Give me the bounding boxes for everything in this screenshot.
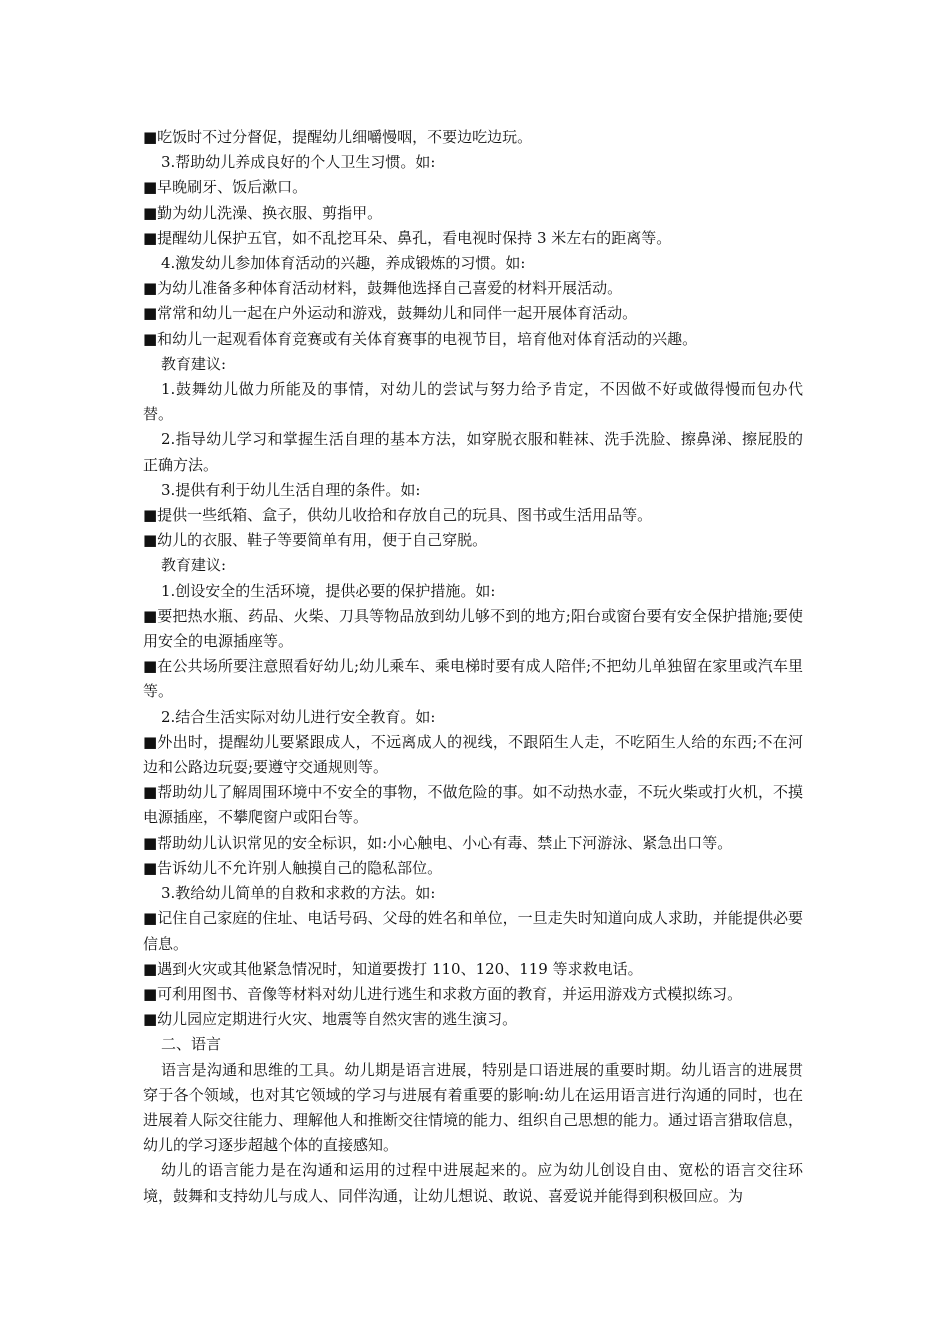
paragraph: 2.结合生活实际对幼儿进行安全教育。如: — [161, 707, 436, 726]
paragraph: ■在公共场所要注意照看好幼儿;幼儿乘车、乘电梯时要有成人陪伴;不把幼儿单独留在家里或汽车里等。 — [143, 657, 803, 701]
paragraph: 4.激发幼儿参加体育活动的兴趣，养成锻炼的习惯。如: — [161, 254, 526, 273]
paragraph: ■帮助幼儿了解周围环境中不安全的事物，不做危险的事。如不动热水壶，不玩火柴或打火机，不摸电源插座，不攀爬窗户或阳台等。 — [143, 783, 803, 827]
paragraph: ■提醒幼儿保护五官，如不乱挖耳朵、鼻孔，看电视时保持 3 米左右的距离等。 — [143, 228, 672, 247]
document-page — [143, 125, 803, 1209]
paragraph: ■幼儿的衣服、鞋子等要简单有用，便于自己穿脱。 — [143, 531, 488, 550]
paragraph: ■早晚刷牙、饭后漱口。 — [143, 178, 308, 197]
paragraph: 幼儿的语言能力是在沟通和运用的过程中进展起来的。应为幼儿创设自由、宽松的语言交往环境，鼓舞和支持幼儿与成人、同伴沟通，让幼儿想说、敢说、喜爱说并能得到积极回应。为 — [143, 1161, 803, 1205]
paragraph: 2.指导幼儿学习和掌握生活自理的基本方法，如穿脱衣服和鞋袜、洗手洗脸、擦鼻涕、擦屁股的正确方法。 — [143, 430, 803, 474]
paragraph: ■勤为幼儿洗澡、换衣服、剪指甲。 — [143, 203, 383, 222]
paragraph: 教育建议: — [161, 354, 227, 373]
paragraph: ■提供一些纸箱、盒子，供幼儿收拾和存放自己的玩具、图书或生活用品等。 — [143, 506, 653, 525]
paragraph: 二、语言 — [161, 1035, 222, 1054]
paragraph: 3.提供有利于幼儿生活自理的条件。如: — [161, 480, 421, 499]
paragraph: 1.创设安全的生活环境，提供必要的保护措施。如: — [161, 581, 496, 600]
paragraph: ■为幼儿准备多种体育活动材料，鼓舞他选择自己喜爱的材料开展活动。 — [143, 279, 623, 298]
paragraph: 语言是沟通和思维的工具。幼儿期是语言进展，特别是口语进展的重要时期。幼儿语言的进展贯穿于各个领域，也对其它领域的学习与进展有着重要的影响:幼儿在运用语言进行沟通的同时，也在进展着人际交往能力、理解他人和推断交往情境的能力、组织自己思想的能力。通过语言猎取信息，幼儿的学习逐步超越个体的直接感知。 — [143, 1060, 804, 1155]
paragraph: ■要把热水瓶、药品、火柴、刀具等物品放到幼儿够不到的地方;阳台或窗台要有安全保护措施;要使用安全的电源插座等。 — [143, 606, 803, 651]
paragraph: ■和幼儿一起观看体育竞赛或有关体育赛事的电视节目，培育他对体育活动的兴趣。 — [143, 329, 698, 348]
paragraph: ■吃饭时不过分督促，提醒幼儿细嚼慢咽，不要边吃边玩。 — [143, 128, 533, 146]
paragraph: ■告诉幼儿不允许别人触摸自己的隐私部位。 — [143, 858, 443, 877]
paragraph: ■帮助幼儿认识常见的安全标识，如:小心触电、小心有毒、禁止下河游泳、紧急出口等。 — [143, 833, 733, 852]
paragraph: 教育建议: — [161, 556, 227, 575]
paragraph: ■可利用图书、音像等材料对幼儿进行逃生和求救方面的教育，并运用游戏方式模拟练习。 — [143, 984, 743, 1003]
paragraph: ■遇到火灾或其他紧急情况时，知道要拨打 110、120、119 等求救电话。 — [143, 959, 643, 978]
paragraph: ■外出时，提醒幼儿要紧跟成人，不远离成人的视线，不跟陌生人走，不吃陌生人给的东西;不在河边和公路边玩耍;要遵守交通规则等。 — [143, 732, 803, 777]
paragraph: ■记住自己家庭的住址、电话号码、父母的姓名和单位，一旦走失时知道向成人求助，并能提供必要信息。 — [143, 909, 803, 953]
paragraph: 3.帮助幼儿养成良好的个人卫生习惯。如: — [161, 153, 436, 172]
paragraph: ■幼儿园应定期进行火灾、地震等自然灾害的逃生演习。 — [143, 1010, 518, 1029]
paragraph: 3.教给幼儿简单的自救和求救的方法。如: — [161, 884, 436, 903]
paragraph: ■常常和幼儿一起在户外运动和游戏，鼓舞幼儿和同伴一起开展体育活动。 — [143, 304, 638, 323]
paragraph: 1.鼓舞幼儿做力所能及的事情，对幼儿的尝试与努力给予肯定，不因做不好或做得慢而包办代替。 — [143, 380, 803, 424]
